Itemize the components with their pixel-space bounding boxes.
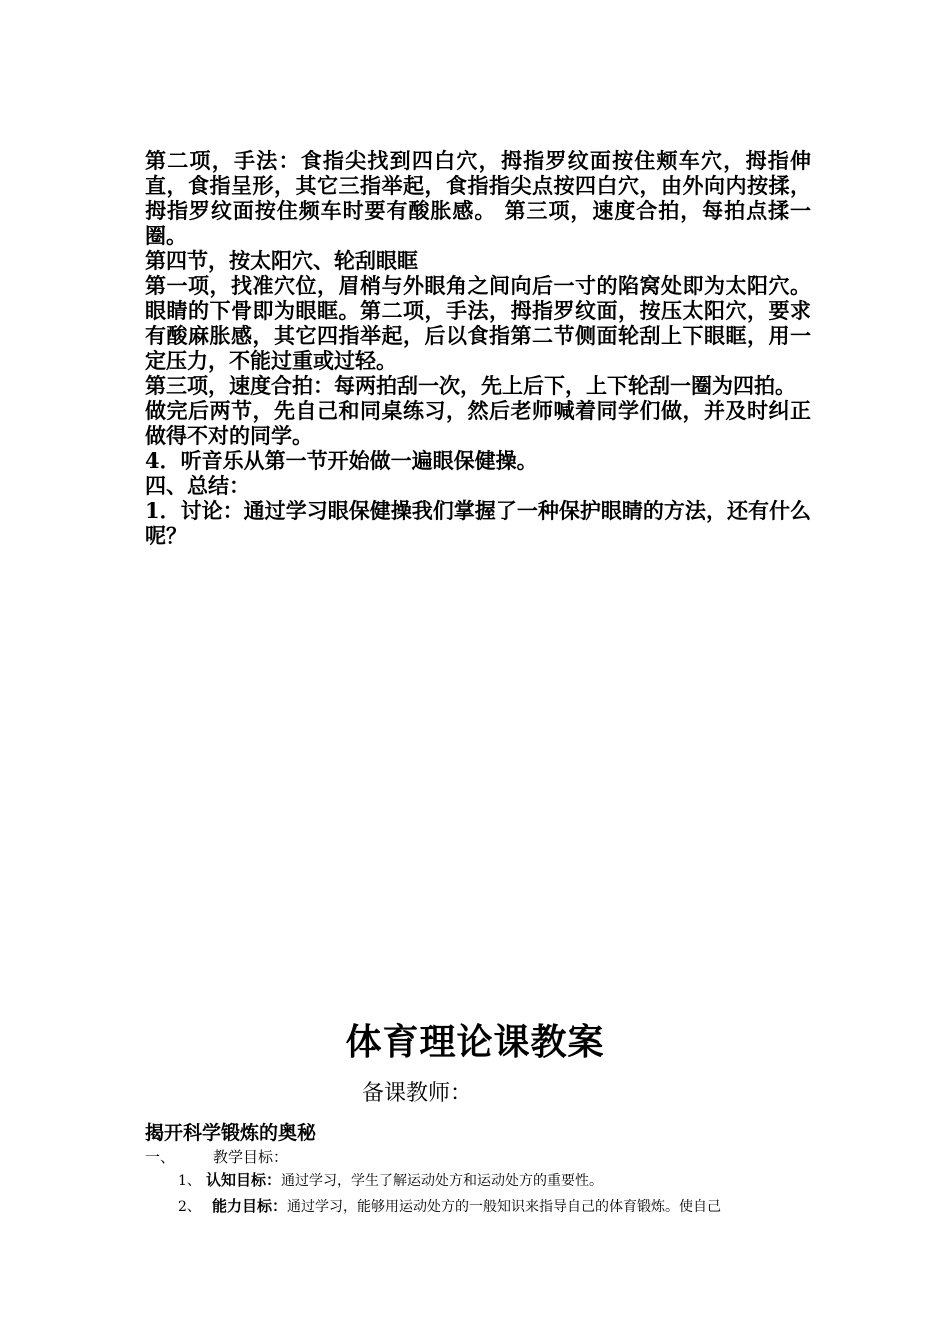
- goal-number: 2、: [178, 1199, 201, 1215]
- lesson-plan-title: 体育理论课教案: [345, 1021, 605, 1063]
- paragraph-practice-instructions: 做完后两节，先自己和同桌练习，然后老师喊着同学们做，并及时纠正做得不对的同学。: [145, 398, 811, 448]
- paragraph-discussion: 1．讨论：通过学习眼保健操我们掌握了一种保护眼睛的方法，还有什么呢？: [145, 498, 811, 548]
- teacher-label: 备课教师：: [362, 1081, 473, 1106]
- paragraph-fourth-section-tempo: 第三项，速度合拍：每两拍刮一次，先上后下，上下轮刮一圈为四拍。: [145, 373, 796, 398]
- goal-item: [178, 1170, 818, 1191]
- goal-label: 能力目标：: [212, 1197, 288, 1215]
- paragraph-third-section-technique: 第二项，手法：食指尖找到四白穴，拇指罗纹面按住颊车穴，拇指伸直，食指呈形，其它三指举起，食指指尖点按四白穴，由外向内按揉，拇指罗纹面按住频车时要有酸胀感。 第三项，速度合拍，每拍点揉一圈。: [145, 148, 811, 248]
- upper-body-text: [145, 148, 811, 548]
- goal-text: 通过学习，学生了解运动处方和运动处方的重要性。: [281, 1173, 604, 1189]
- section-number: 一、: [145, 1148, 176, 1166]
- paragraph-summary-heading: 四、总结：: [145, 473, 250, 498]
- goal-label: 认知目标：: [206, 1171, 282, 1189]
- paragraph-music-exercise: 4．听音乐从第一节开始做一遍眼保健操。: [145, 448, 538, 473]
- goal-item: [178, 1196, 818, 1217]
- paragraph-fourth-section-steps: 第一项，找准穴位，眉梢与外眼角之间向后一寸的陷窝处即为太阳穴。眼睛的下骨即为眼眶。第二项，手法，拇指罗纹面，按压太阳穴，要求有酸麻胀感，其它四指举起，后以食指第二节侧面轮刮上下眼眶，用一定压力，不能过重或过轻。: [145, 273, 811, 373]
- paragraph-fourth-section-heading: 第四节，按太阳穴、轮刮眼眶: [145, 248, 418, 273]
- section-label: 教学目标：: [213, 1148, 289, 1166]
- goal-number: 1、: [178, 1173, 201, 1189]
- lesson-topic-title: 揭开科学锻炼的奥秘: [145, 1122, 317, 1144]
- goal-text: 通过学习，能够用运动处方的一般知识来指导自己的体育锻炼。使自己: [287, 1199, 722, 1215]
- teaching-goals-heading: [145, 1147, 288, 1167]
